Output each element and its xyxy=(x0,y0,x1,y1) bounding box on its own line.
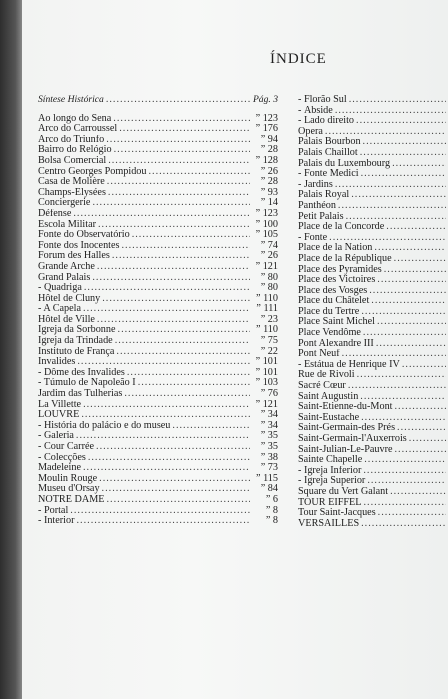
index-entry-label: Museu d'Orsay xyxy=(38,484,100,495)
index-entry-label: Rue de Rivoli xyxy=(298,370,355,381)
index-entry-page: ” 93 xyxy=(260,187,278,198)
index-entry xyxy=(38,283,278,294)
index-entry xyxy=(298,402,448,413)
index-entry-label: Sacré Cœur xyxy=(298,381,346,392)
index-entry-page: ” 34 xyxy=(260,420,278,431)
leader-dots xyxy=(106,95,250,106)
index-entry-label: Madeleine xyxy=(38,463,81,474)
index-entry xyxy=(298,116,448,127)
leader-dots xyxy=(77,516,251,527)
index-entry-label: Hôtel de Cluny xyxy=(38,293,101,304)
index-entry-label: Saint-Julian-Le-Pauvre xyxy=(298,444,393,455)
leader-dots xyxy=(377,275,446,286)
leader-dots xyxy=(335,180,446,191)
index-entry-label: Palais Bourbon xyxy=(298,137,361,148)
index-entry-page: ” 110 xyxy=(256,325,278,336)
index-entry xyxy=(38,198,278,209)
leader-dots xyxy=(367,476,446,487)
leader-dots xyxy=(107,495,251,506)
leader-dots xyxy=(369,286,446,297)
leader-dots xyxy=(371,296,446,307)
index-entry-label: Palais Royal xyxy=(298,190,350,201)
index-entry-label: Casa de Molière xyxy=(38,177,105,188)
index-entry xyxy=(298,381,448,392)
index-entry-page: ” 101 xyxy=(255,357,278,368)
index-entry-label: - Florão Sul xyxy=(298,95,347,105)
index-entry xyxy=(298,159,448,170)
index-entry-page: ” 100 xyxy=(255,219,278,230)
leader-dots xyxy=(127,368,250,379)
leader-dots xyxy=(148,167,250,178)
index-entry-label: Place de la République xyxy=(298,253,392,264)
index-entry xyxy=(38,506,278,517)
leader-dots xyxy=(108,156,250,167)
index-entry xyxy=(298,243,448,254)
index-entry-page: ” 176 xyxy=(255,124,278,135)
leader-dots xyxy=(377,317,446,328)
leader-dots xyxy=(402,360,446,371)
index-entry-page: ” 75 xyxy=(260,336,278,347)
index-entry xyxy=(298,360,448,371)
index-list-right xyxy=(298,95,448,529)
index-entry-page: ” 101 xyxy=(255,367,278,378)
index-entry-label: - Jardins xyxy=(298,179,333,190)
index-entry xyxy=(38,453,278,464)
leader-dots xyxy=(113,114,250,125)
leader-dots xyxy=(96,442,250,453)
index-entry-label: - Interior xyxy=(38,516,75,527)
leader-dots xyxy=(99,474,250,485)
book-spine-shadow xyxy=(0,0,22,699)
leader-dots xyxy=(392,159,446,170)
index-entry-page: ” 105 xyxy=(255,230,278,241)
leader-dots xyxy=(360,148,446,159)
leader-dots xyxy=(70,506,250,517)
index-entry xyxy=(298,307,448,318)
index-column-left xyxy=(38,95,278,527)
index-entry-page: ” 80 xyxy=(260,272,278,283)
leader-dots xyxy=(106,135,250,146)
leader-dots xyxy=(378,508,446,519)
index-entry xyxy=(38,251,278,262)
index-entry-label: - História do palácio e do museu xyxy=(38,420,171,431)
index-entry-label: Fonte do Observatório xyxy=(38,230,130,241)
leader-dots xyxy=(364,455,446,466)
index-entry-label: - Fonte Medici xyxy=(298,169,359,180)
index-entry xyxy=(38,124,278,135)
index-entry-label: Ao longo do Sena xyxy=(38,113,112,124)
index-entry xyxy=(38,484,278,495)
index-entry-label: Place du Châtelet xyxy=(298,296,370,307)
index-entry xyxy=(298,317,448,328)
index-entry-label: - Túmulo de Napoleão I xyxy=(38,378,136,389)
index-entry xyxy=(38,357,278,368)
index-entry xyxy=(298,286,448,297)
index-entry xyxy=(38,400,278,411)
index-entry xyxy=(38,135,278,146)
leader-dots xyxy=(342,349,446,360)
leader-dots xyxy=(83,463,250,474)
index-entry-label: - Galeria xyxy=(38,431,74,442)
index-entry xyxy=(298,127,448,138)
index-entry xyxy=(298,466,448,477)
index-entry xyxy=(38,294,278,305)
leader-dots xyxy=(172,421,250,432)
index-entry xyxy=(298,265,448,276)
index-entry-page: ” 35 xyxy=(260,442,278,452)
page-title: ÍNDICE xyxy=(270,51,327,67)
index-entry-label: Saint-Germain-l'Auxerrois xyxy=(298,434,407,444)
index-entry xyxy=(298,275,448,286)
index-entry-page: ” 14 xyxy=(260,198,278,209)
index-entry-page: ” 128 xyxy=(255,155,278,166)
index-entry-label: Place des Victoires xyxy=(298,275,376,286)
index-entry-label: - Igreja Inferior xyxy=(298,465,362,476)
leader-dots xyxy=(390,487,446,498)
index-entry-page: ” 6 xyxy=(265,494,278,505)
leader-dots xyxy=(112,251,250,262)
index-entry xyxy=(298,212,448,223)
index-entry-label: Place du Tertre xyxy=(298,306,360,317)
index-entry xyxy=(38,347,278,358)
leader-dots xyxy=(97,262,250,273)
index-entry-label: Tour Saint-Jacques xyxy=(298,508,376,519)
index-entry-label: Place des Pyramides xyxy=(298,264,382,275)
leader-dots xyxy=(124,389,250,400)
leader-dots xyxy=(77,357,250,368)
index-entry-page: ” 22 xyxy=(260,346,278,357)
leader-dots xyxy=(361,413,446,424)
index-entry-label: Igreja da Sorbonne xyxy=(38,325,116,336)
index-entry-label: Conciergerie xyxy=(38,198,91,209)
leader-dots xyxy=(98,220,250,231)
index-entry-page: ” 26 xyxy=(260,166,278,177)
index-entry-label: Forum des Halles xyxy=(38,251,110,262)
index-entry xyxy=(298,508,448,519)
index-entry xyxy=(298,476,448,487)
index-entry xyxy=(298,254,448,265)
index-entry-label: Place Vendôme xyxy=(298,328,361,339)
index-entry xyxy=(38,262,278,273)
leader-dots xyxy=(115,336,250,347)
leader-dots xyxy=(395,445,447,456)
index-entry xyxy=(38,410,278,421)
index-header-row xyxy=(38,95,278,106)
index-entry xyxy=(38,145,278,156)
index-entry xyxy=(298,233,448,244)
index-entry-label: Sainte Chapelle xyxy=(298,455,363,466)
leader-dots xyxy=(363,137,446,148)
leader-dots xyxy=(116,347,250,358)
index-entry-label: Arco do Triunfo xyxy=(38,134,105,145)
index-entry-label: Bairro do Relógio xyxy=(38,145,112,156)
index-entry-label: Palais Chaillot xyxy=(298,147,358,158)
index-entry-label: Pont Neuf xyxy=(298,349,340,360)
index-entry-label: Hôtel de Ville xyxy=(38,314,95,325)
index-entry-label: - Igreja Superior xyxy=(298,476,366,487)
leader-dots xyxy=(92,273,250,284)
index-entry xyxy=(38,336,278,347)
index-entry-page: ” 76 xyxy=(260,389,278,400)
index-entry-label: Petit Palais xyxy=(298,211,344,222)
leader-dots xyxy=(356,116,446,127)
index-entry-page: ” 8 xyxy=(265,505,278,516)
index-entry-label: Champs-Elysées xyxy=(38,187,106,198)
index-entry xyxy=(298,349,448,360)
leader-dots xyxy=(346,212,446,223)
index-entry-page: ” 28 xyxy=(260,177,278,188)
index-entry-label: Bolsa Comercial xyxy=(38,155,107,166)
index-entry-label: Square du Vert Galant xyxy=(298,486,389,497)
index-entry xyxy=(298,370,448,381)
leader-dots xyxy=(114,145,250,156)
index-entry-page: ” 123 xyxy=(255,113,278,124)
index-entry xyxy=(38,177,278,188)
index-entry-page: ” 38 xyxy=(260,452,278,463)
leader-dots xyxy=(107,177,250,188)
index-entry-label: Place de la Concorde xyxy=(298,222,385,233)
leader-dots xyxy=(395,402,447,413)
leader-dots xyxy=(348,381,446,392)
leader-dots xyxy=(364,498,447,509)
index-entry-page: ” 115 xyxy=(256,473,278,484)
index-entry-label: Pont Alexandre III xyxy=(298,338,374,349)
index-entry-label: Place Saint Michel xyxy=(298,317,375,328)
index-entry-page: ” 8 xyxy=(265,516,278,527)
leader-dots xyxy=(122,241,251,252)
index-entry xyxy=(38,495,278,506)
leader-dots xyxy=(397,423,446,434)
index-entry xyxy=(298,423,448,434)
index-entry xyxy=(38,315,278,326)
leader-dots xyxy=(73,209,250,220)
index-entry-page: ” 84 xyxy=(260,484,278,495)
index-entry xyxy=(298,296,448,307)
index-entry xyxy=(298,339,448,350)
index-column-right xyxy=(298,95,448,529)
leader-dots xyxy=(92,198,250,209)
leader-dots xyxy=(357,370,446,381)
index-entry-page: ” 121 xyxy=(255,399,278,410)
index-entry-label: TOUR EIFFEL xyxy=(298,497,362,508)
index-entry-label: Fonte dos Inocentes xyxy=(38,240,120,251)
index-entry xyxy=(38,304,278,315)
index-entry-page: ” 23 xyxy=(260,314,278,325)
leader-dots xyxy=(376,339,446,350)
leader-dots xyxy=(119,124,250,135)
index-entry xyxy=(298,201,448,212)
leader-dots xyxy=(335,106,446,117)
index-entry-page: ” 28 xyxy=(260,145,278,156)
leader-dots xyxy=(351,190,446,201)
leader-dots xyxy=(361,307,446,318)
index-entry-label: Saint-Eustache xyxy=(298,412,360,423)
index-entry-page: ” 34 xyxy=(260,410,278,421)
index-entry xyxy=(38,156,278,167)
index-entry-label: Escola Militar xyxy=(38,219,96,230)
index-entry-label: - A Capela xyxy=(38,304,82,315)
index-entry-label: Igreja da Trindade xyxy=(38,336,113,347)
leader-dots xyxy=(118,325,250,336)
index-entry xyxy=(38,188,278,199)
index-entry-label: Saint-Étienne-du-Mont xyxy=(298,402,393,413)
leader-dots xyxy=(76,431,250,442)
index-entry xyxy=(38,241,278,252)
index-entry-label: Instituto de França xyxy=(38,346,115,357)
index-entry-label: Ópera xyxy=(298,126,323,137)
leader-dots xyxy=(329,233,446,244)
index-entry xyxy=(38,220,278,231)
index-entry xyxy=(298,392,448,403)
index-entry-label: - Lado direito xyxy=(298,116,355,127)
leader-dots xyxy=(138,378,250,389)
index-entry-label: Invalides xyxy=(38,357,76,368)
index-entry-label: Palais du Luxembourg xyxy=(298,158,391,169)
index-entry xyxy=(298,106,448,117)
index-list-left xyxy=(38,114,278,527)
index-entry xyxy=(298,328,448,339)
leader-dots xyxy=(363,328,446,339)
leader-dots xyxy=(349,95,446,106)
leader-dots xyxy=(84,283,250,294)
index-entry xyxy=(298,434,448,445)
leader-dots xyxy=(102,484,250,495)
index-entry-label: NOTRE DAME xyxy=(38,494,105,505)
leader-dots xyxy=(360,392,446,403)
index-entry xyxy=(38,378,278,389)
index-entry-page: ” 103 xyxy=(255,378,278,389)
index-entry-label: Moulin Rouge xyxy=(38,473,98,484)
index-entry xyxy=(298,519,448,530)
index-entry xyxy=(38,230,278,241)
index-entry xyxy=(38,325,278,336)
index-entry-label: - Quadriga xyxy=(38,283,82,294)
leader-dots xyxy=(386,222,446,233)
index-entry-label: Jardim das Tulherias xyxy=(38,389,123,400)
leader-dots xyxy=(97,315,250,326)
index-entry-label: - Estátua de Henrique IV xyxy=(298,359,400,370)
index-entry xyxy=(298,137,448,148)
index-entry xyxy=(298,455,448,466)
index-entry xyxy=(38,167,278,178)
index-entry xyxy=(298,180,448,191)
index-entry-label: Grande Arche xyxy=(38,261,95,272)
leader-dots xyxy=(338,201,446,212)
index-entry-label: LOUVRE xyxy=(38,410,80,421)
index-entry xyxy=(38,463,278,474)
index-entry-label: Panthéon xyxy=(298,200,336,211)
index-entry xyxy=(298,169,448,180)
leader-dots xyxy=(363,466,446,477)
leader-dots xyxy=(88,453,250,464)
leader-dots xyxy=(394,254,446,265)
index-entry xyxy=(298,413,448,424)
index-entry-label: VERSAILLES xyxy=(298,518,360,529)
leader-dots xyxy=(361,519,446,530)
index-entry-label: Place des Vosges xyxy=(298,285,368,296)
index-entry xyxy=(38,431,278,442)
index-entry xyxy=(38,273,278,284)
index-entry-label: Arco do Carroussel xyxy=(38,124,118,135)
leader-dots xyxy=(409,434,446,445)
leader-dots xyxy=(102,294,250,305)
index-entry-label: - Portal xyxy=(38,505,69,516)
index-entry-page: ” 74 xyxy=(260,240,278,251)
index-entry xyxy=(298,190,448,201)
index-entry-label: - Ábside xyxy=(298,105,333,116)
index-header-label: Síntese Histórica xyxy=(38,95,104,105)
leader-dots xyxy=(374,243,446,254)
index-entry xyxy=(38,114,278,125)
index-entry xyxy=(38,516,278,527)
leader-dots xyxy=(83,400,250,411)
leader-dots xyxy=(81,410,250,421)
leader-dots xyxy=(83,304,250,315)
index-entry-page: ” 73 xyxy=(260,463,278,474)
index-entry-label: Défense xyxy=(38,208,72,219)
index-entry xyxy=(298,498,448,509)
index-entry-label: Centro Georges Pompidou xyxy=(38,166,147,177)
index-entry-page: ” 94 xyxy=(260,134,278,145)
index-entry xyxy=(38,442,278,453)
leader-dots xyxy=(361,169,446,180)
index-entry-label: - Cour Carrée xyxy=(38,442,95,452)
index-entry-label: Grand Palais xyxy=(38,272,91,283)
leader-dots xyxy=(325,127,446,138)
index-entry-label: Place de la Nation xyxy=(298,243,373,254)
index-entry xyxy=(298,445,448,456)
index-entry-label: La Villette xyxy=(38,399,82,410)
index-entry xyxy=(38,368,278,379)
index-entry xyxy=(298,222,448,233)
index-entry-label: Saint Augustin xyxy=(298,391,359,402)
leader-dots xyxy=(108,188,250,199)
leader-dots xyxy=(132,230,250,241)
index-entry-page: ” 121 xyxy=(255,261,278,272)
index-entry xyxy=(298,95,448,106)
index-entry-page: ” 123 xyxy=(255,208,278,219)
index-entry-label: - Fonte xyxy=(298,232,328,243)
index-entry xyxy=(38,209,278,220)
index-entry-page: ” 110 xyxy=(256,293,278,304)
index-entry xyxy=(38,474,278,485)
index-entry-label: Saint-Germain-des Prés xyxy=(298,423,396,434)
index-entry-page: ” 111 xyxy=(256,304,278,315)
index-entry xyxy=(298,487,448,498)
index-entry xyxy=(298,148,448,159)
index-header-page: Pág. 3 xyxy=(252,95,278,105)
index-entry xyxy=(38,421,278,432)
leader-dots xyxy=(384,265,446,276)
index-entry-page: ” 80 xyxy=(260,283,278,294)
index-entry xyxy=(38,389,278,400)
index-entry-page: ” 26 xyxy=(260,251,278,262)
index-entry-label: - Dôme des Invalides xyxy=(38,367,125,378)
index-entry-page: ” 35 xyxy=(260,431,278,442)
index-entry-label: - Colecções xyxy=(38,452,86,463)
spacer xyxy=(38,106,278,114)
